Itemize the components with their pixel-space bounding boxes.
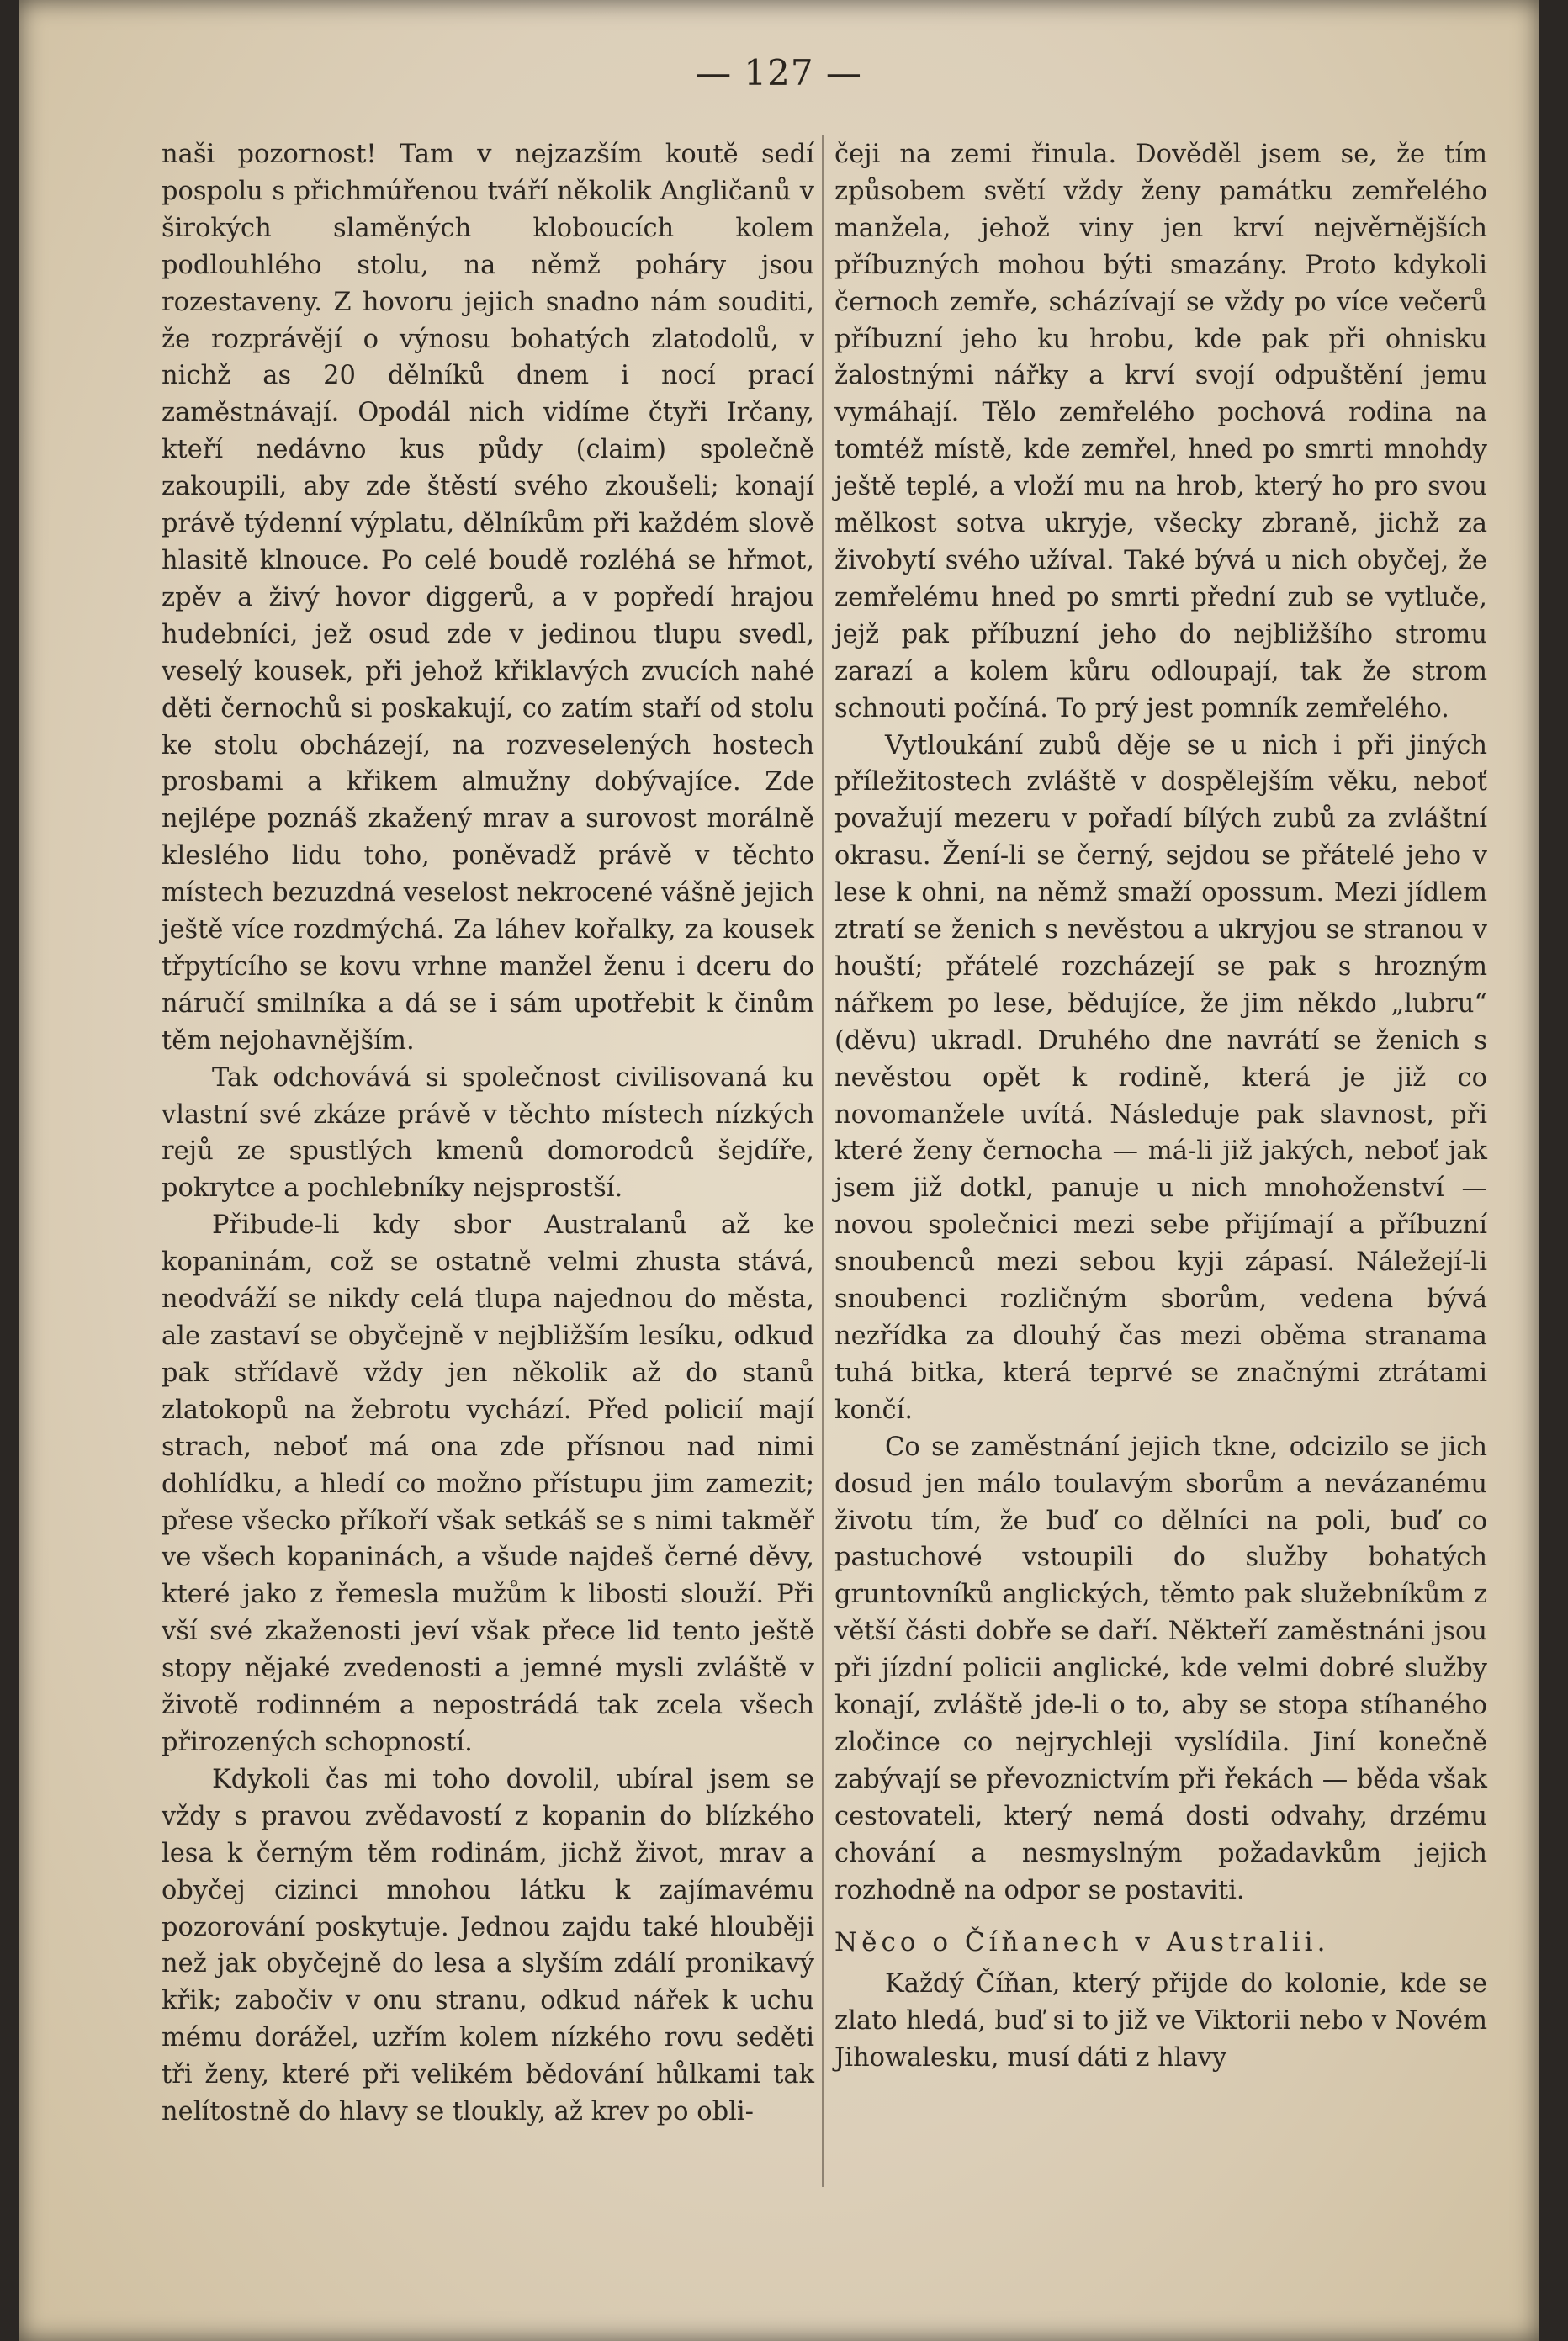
right-column [834, 136, 1487, 2077]
section-heading: Něco o Číňanech v Australii. [834, 1926, 1330, 1957]
page-number: — 127 — [696, 52, 862, 93]
column-divider [822, 135, 824, 2187]
book-page [19, 0, 1539, 2341]
paragraph: Tak odchovává si společnost civilisovaná ku vlastní své zkáze právě v těchto místech nízkých rejů ze spustlých kmenů domorodců šejdíře, pokrytce a pochlebníky nejsprostší. [162, 1062, 814, 1204]
paragraph: Každý Číňan, který přijde do kolonie, kde se zlato hledá, buď si to již ve Viktorii nebo v Novém Jihowalesku, musí dáti z hlavy [834, 1969, 1487, 2074]
paragraph: naši pozornost! Tam v nejzazším koutě sedí pospolu s přichmúřenou tváří několik Angličanů v širokých slaměných kloboucích kolem podlouhlého stolu, na němž poháry jsou rozestaveny. Z hovoru jejich snadno nám souditi, že rozprávějí o výnosu bohatých zlatodolů, v nichž as 20 dělníků dnem i nocí prací zaměstnávají. Opodál nich vidíme čtyři Irčany, kteří nedávno kus půdy (claim) společně zakoupili, aby zde štěstí svého zkoušeli; konají právě týdenní výplatu, dělníkům při každém slově hlasitě klnouce. Po celé boudě rozléhá se hřmot, zpěv a živý hovor diggerů, a v popředí hrajou hudebníci, jež osud zde v jedinou tlupu svedl, veselý kousek, při jehož křiklavých zvucích nahé děti černochů si poskakují, co zatím staří od stolu ke stolu obcházejí, na rozveselených hostech prosbami a křikem almužny dobývajíce. Zde nejlépe poznáš zkažený mrav a surovost morálně kleslého lidu toho, poněvadž právě v těchto místech bezuzdná veselost nekrocené vášně jejich ještě více rozdmýchá. Za láhev kořalky, za kousek třpytícího se kovu vrhne manžel ženu i dceru do náručí smilníka a dá se i sám upotřebit k činům těm nejohavnějším. [162, 140, 814, 1056]
paragraph: Vytloukání zubů děje se u nich i při jiných příležitostech zvláště v dospělejším věku, neboť považují mezeru v pořadí bílých zubů za zvláštní okrasu. Žení-li se černý, sejdou se přátelé jeho v lese k ohni, na němž smaží opossum. Mezi jídlem ztratí se ženich s nevěstou a ukryjou se stranou v houští; přátelé rozcházejí se pak s hrozným nářkem po lese, bědujíce, že jim někdo „lubru“ (děvu) ukradl. Druhého dne navrátí se ženich s nevěstou opět k rodině, která je již co novomanžele uvítá. Následuje pak slavnost, při které ženy černocha — má-li již jakých, neboť jak jsem již dotkl, panuje u nich mnohoženství — novou společnici mezi sebe přijímají a příbuzní snoubenců mezi sebou kyji zápasí. Náležejí-li snoubenci rozličným sborům, vedena bývá nezřídka za dlouhý čas mezi oběma stranama tuhá bitka, která teprvé se značnými ztrátami končí. [834, 730, 1487, 1425]
paragraph: Kdykoli čas mi toho dovolil, ubíral jsem se vždy s pravou zvědavostí z kopanin do blízkého lesa k černým těm rodinám, jichž život, mrav a obyčej cizinci mnohou látku k zajímavému pozorování poskytuje. Jednou zajdu také hlouběji než jak obyčejně do lesa a slyším zdálí pronikavý křik; zabočiv v onu stranu, odkud nářek k uchu mému dorážel, uzřím kolem nízkého rovu seděti tři ženy, které při velikém bědování hůlkami tak nelítostně do hlavy se tloukly, až krev po obli- [162, 1764, 814, 2127]
left-column [162, 136, 814, 2131]
paragraph: čeji na zemi řinula. Dověděl jsem se, že tím způsobem světí vždy ženy památku zemřelého manžela, jehož viny jen krví nejvěrnějších příbuzných mohou býti smazány. Proto kdykoli černoch zemře, scházívají se vždy po více večerů příbuzní jeho ku hrobu, kde pak při ohnisku žalostnými nářky a krví svojí odpuštění jemu vymáhají. Tělo zemřelého pochová rodina na tomtéž místě, kde zemřel, hned po smrti mnohdy ještě teplé, a vloží mu na hrob, který ho pro svou mělkost sotva ukryje, všecky zbraně, jichž za živobytí svého užíval. Také bývá u nich obyčej, že zemřelému hned po smrti přední zub se vytluče, jejž pak příbuzní jeho do nejbližšího stromu zarazí a kolem kůru odloupají, tak že strom schnouti počíná. To prý jest pomník zemřelého. [834, 140, 1487, 723]
paragraph: Přibude-li kdy sbor Australanů až ke kopaninám, což se ostatně velmi zhusta stává, neodváží se nikdy celá tlupa najednou do města, ale zastaví se obyčejně v nejbližším lesíku, odkud pak střídavě vždy jen několik až do stanů zlatokopů na žebrotu vychází. Před policií mají strach, neboť má ona zde přísnou nad nimi dohlídku, a hledí co možno přístupu jim zamezit; přese všecko příkoří však setkáš se s nimi takměř ve všech kopaninách, a všude najdeš černé děvy, které jako z řemesla mužům k libosti slouží. Při vší své zkaženosti jeví však přece lid tento ještě stopy nějaké zvedenosti a jemné mysli zvláště v životě rodinném a nepostrádá tak zcela všech přirozených schopností. [162, 1210, 814, 1757]
paragraph: Co se zaměstnání jejich tkne, odcizilo se jich dosud jen málo toulavým sborům a nevázanému životu tím, že buď co dělníci na poli, buď co pastuchové vstoupili do služby bohatých gruntovníků anglických, těmto pak služebníkům z větší části dobře se daří. Někteří zaměstnáni jsou při jízdní policii anglické, kde velmi dobré služby konají, zvláště jde-li o to, aby se stopa stíhaného zločince co nejrychleji vyslídila. Jiní konečně zabývají se převoznictvím při řekách — běda však cestovateli, který nemá dosti odvahy, drzému chování a nesmyslným požadavkům jejich rozhodně na odpor se postaviti. [834, 1432, 1487, 1905]
